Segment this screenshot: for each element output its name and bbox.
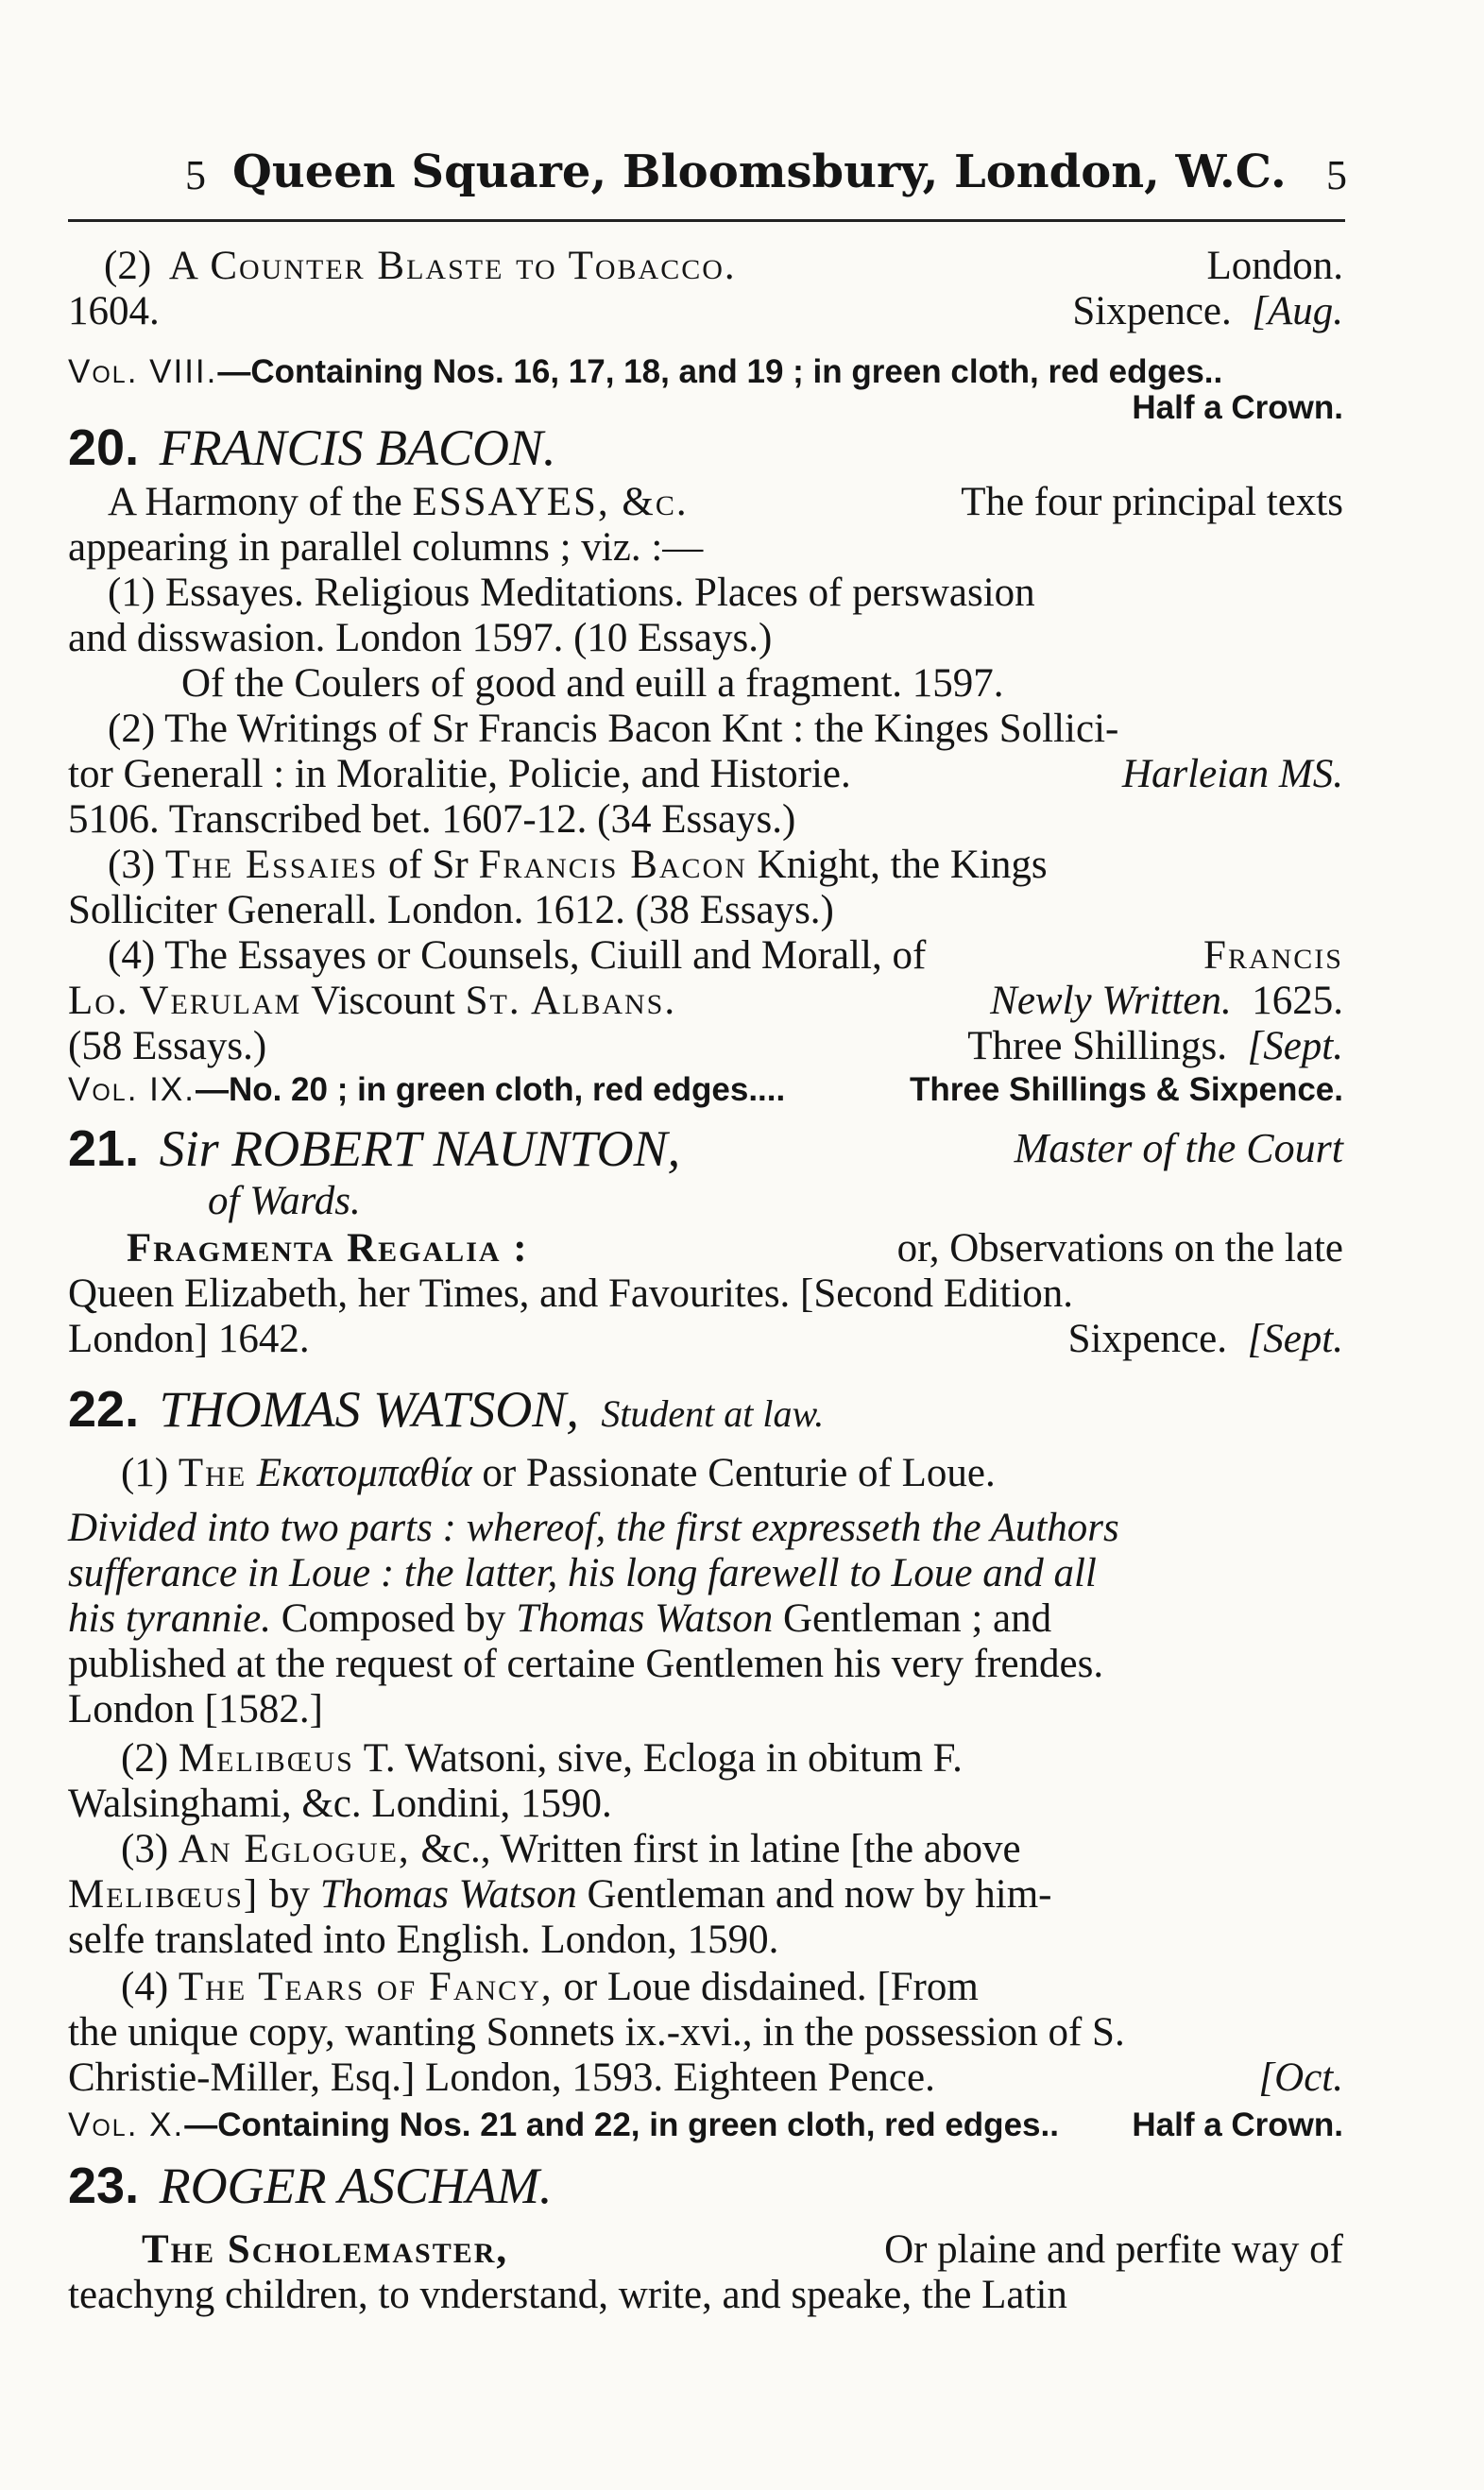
text-line: Melibœus] by Thomas Watson Gentleman and now by him- [68,1872,1052,1917]
section-heading-20: 20. FRANCIS BACON. [68,419,556,476]
section-heading-22: 22. THOMAS WATSON, Student at law. [68,1381,825,1438]
header-rule [68,219,1345,222]
page-header [185,145,1347,206]
text-line: and disswasion. London 1597. (10 Essays.) [68,616,773,660]
price: Half a Crown. [1132,389,1343,426]
text-line: (2) Melibœus T. Watsoni, sive, Ecloga in obitum F. [121,1736,963,1781]
text-line: published at the request of certaine Gentlemen his very frendes. [68,1642,1104,1686]
text-line: the unique copy, wanting Sonnets ix.-xvi., in the possession of S. [68,2010,1125,2055]
text-line: teachyng children, to vnderstand, write, and speake, the Latin [68,2273,1067,2317]
text-line: Fragmenta Regalia : or, Observations on the late [127,1226,1343,1271]
text-line: Queen Elizabeth, her Times, and Favourites. [Second Edition. [68,1271,1074,1316]
page-number: 5 [1326,152,1347,198]
text-line: 1604. Sixpence. [Aug. [68,289,1343,333]
text-line: (3) An Eglogue, &c., Written first in latine [the above [121,1827,1021,1871]
text-line: London [1582.] [68,1687,323,1731]
header-left-number: 5 [185,152,206,198]
text-line: (58 Essays.) Three Shillings. [Sept. [68,1024,1343,1068]
volume-note: Vol. VIII.—Containing Nos. 16, 17, 18, and 19 ; in green cloth, red edges.. [68,353,1223,390]
text-line: London] 1642. Sixpence. [Sept. [68,1317,1343,1361]
text-line: sufferance in Loue : the latter, his long farewell to Loue and all [68,1551,1097,1595]
text-line: of Wards. [208,1179,361,1223]
text-line: 5106. Transcribed bet. 1607-12. (34 Essays.) [68,797,796,842]
text-line: selfe translated into English. London, 1590. [68,1918,779,1962]
volume-note: Vol. X.—Containing Nos. 21 and 22, in green cloth, red edges.. Half a Crown. [68,2106,1343,2143]
text-line: Christie-Miller, Esq.] London, 1593. Eighteen Pence. [Oct. [68,2055,1343,2100]
text-line: (4) The Essayes or Counsels, Ciuill and Morall, of Francis [108,933,1343,978]
text-line: (3) The Essaies of Sr Francis Bacon Knight, the Kings [108,843,1048,887]
text-line: (1) The Εκατομπαθία or Passionate Centurie of Loue. [121,1451,996,1495]
header-title: Queen Square, Bloomsbury, London, W.C. [232,145,1287,198]
text-line: appearing in parallel columns ; viz. :— [68,525,704,570]
text-line: his tyrannie. Composed by Thomas Watson Gentleman ; and [68,1596,1052,1641]
text-line: A Harmony of the ESSAYES, &c. The four principal texts [108,480,1343,524]
text-line: (1) Essayes. Religious Meditations. Places of perswasion [108,571,1035,615]
section-heading-23: 23. ROGER ASCHAM. [68,2157,553,2214]
text-line: (4) The Tears of Fancy, or Loue disdained. [From [121,1965,979,2009]
volume-note: Vol. IX.—No. 20 ; in green cloth, red edges.... Three Shillings & Sixpence. [68,1071,1343,1108]
text-line: Walsinghami, &c. Londini, 1590. [68,1782,612,1826]
text-line: Lo. Verulam Viscount St. Albans. Newly Written. 1625. [68,979,1343,1023]
text-line: Of the Coulers of good and euill a fragment. 1597. [181,661,1004,706]
text-line: (2) A Counter Blaste to Tobacco. London. [104,244,1343,288]
text-line: tor Generall : in Moralitie, Policie, and Historie. Harleian MS. [68,752,1343,796]
text-line: (2) The Writings of Sr Francis Bacon Knt : the Kinges Sollici- [108,707,1119,751]
text-line: Divided into two parts : whereof, the first expresseth the Authors [68,1506,1119,1550]
section-heading-21: 21. Sir ROBERT NAUNTON, Master of the Court [68,1120,1343,1177]
text-line: The Scholemaster, Or plaine and perfite way of [142,2227,1343,2272]
text-line: Solliciter Generall. London. 1612. (38 Essays.) [68,888,834,932]
